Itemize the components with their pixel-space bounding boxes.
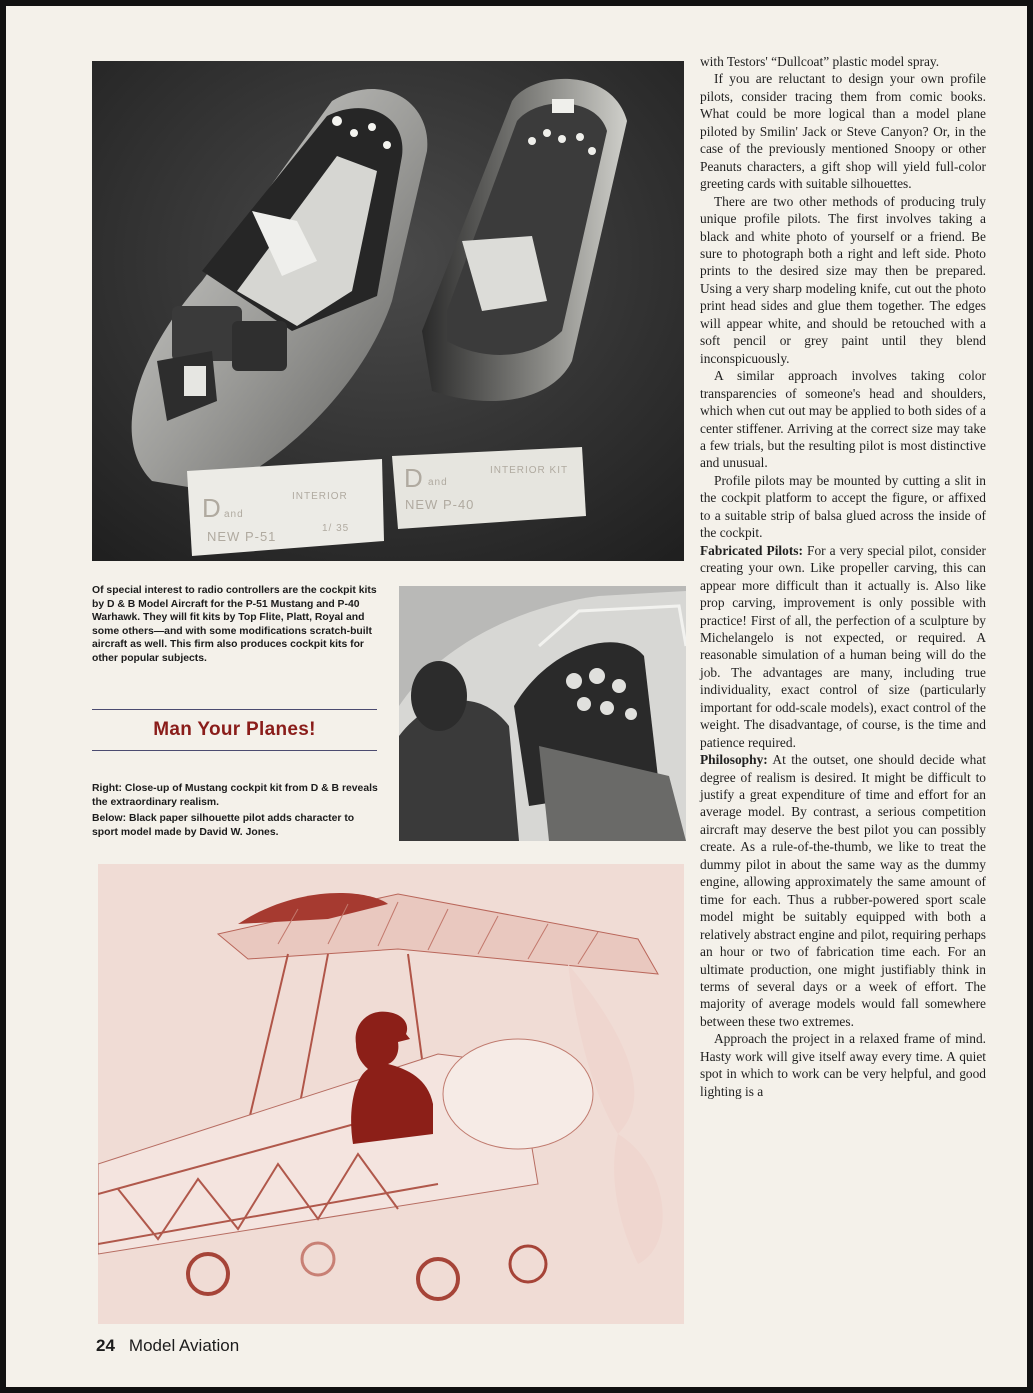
subhead-fabricated-pilots: Fabricated Pilots: [700,542,803,558]
magazine-page [6,6,1027,1387]
magazine-name: Model Aviation [128,1336,240,1355]
photo-caption: Of special interest to radio controllers are the cockpit kits by D & B Model Aircraft for the P-51 Mustang and P-40 Warhawk. They will fit kits by Top Flite, Platt, Royal and some others—and with some modifications scratch-built aircraft as well. This firm also produces cockpit kits for other popular subjects. [92,585,377,664]
paragraph-text: For a very special pilot, consider creating your own. Like propeller carving, this can appear more difficult than it actually is. Also like prop carving, improvement is only possible with practice! First of all, the perfection of a sculpture by Michelangelo is not expected, or required. A reasonable simulation of a human being will do the job. The advantages are many, including true individuality, exact control of size (particularly important for odd-scale models), exact control of the weight. The disadvantage, of course, is the time and patience required. [700,542,986,750]
paragraph-text: At the outset, one should decide what degree of realism is desired. It might be difficult to justify a great expenditure of time and effort for an average model. By contrast, a serious competition aircraft may deserve the best pilot you can possibly create. As a rule-of-the-thumb, we like to treat the dummy pilot in about the same way as the dummy engine, allowing approximately the same amount of time for each. Thus a rubber-powered sport scale model might be suitably equipped with both a relatively abstract engine and pilot, requiring perhaps an hour or two of fabrication time each. For an ultimate production, one might justifiably think in terms of several days or a week of effort. The majority of average models would fall somewhere between these two extremes. [700,752,986,1029]
page-number: 24 [96,1336,115,1355]
section-headline: Man Your Planes! [153,719,316,740]
kit-label-kit: INTERIOR [292,491,348,502]
photo-caption-below: Below: Black paper silhouette pilot adds character to sport model made by David W. Jones. [92,813,355,838]
article-paragraph: Profile pilots may be mounted by cutting a slit in the cockpit platform to accept the figure, or affixed to a suitable strip of balsa glued across the inside of the cockpit. [700,472,986,541]
article-paragraph [700,542,986,751]
cockpit-kits-photo [92,61,684,561]
kit-label-and: and [224,509,244,520]
article-paragraph: There are two other methods of producing truly unique profile pilots. The first involves taking a black and white photo of yourself or a friend. Be sure to photograph both a right and left side. Photo prints to the desired size may then be prepared. Using a very sharp modeling knife, cut out the photo print head sides and glue them together. The edges will appear white, and should be retouched with a soft pencil or grey paint until they blend inconspicuously. [700,193,986,366]
article-paragraph: A similar approach involves taking color transparencies of someone's head and shoulders, which when cut out may be applied to both sides of a center stiffener. Arriving at the correct size may take a few trials, but the resulting pilot is most distinctive and unusual. [700,368,986,471]
kit-label-model: NEW P-40 [405,497,475,512]
kit-label-extra: 1/ 35 [322,523,350,534]
photo-caption-right: Right: Close-up of Mustang cockpit kit from D & B reveals the extraordinary realism. [92,783,378,808]
kit-label-brand: D [202,493,222,523]
article-paragraph [700,751,986,1030]
page-footer [96,1336,239,1356]
subhead-philosophy: Philosophy: [700,752,768,768]
kit-label-model: NEW P-51 [207,529,277,544]
kit-label-kit: INTERIOR KIT [490,465,569,476]
mustang-cockpit-photo [399,586,686,841]
article-paragraph: Approach the project in a relaxed frame of mind. Hasty work will give itself away every time. A quiet spot in which to work can be very helpful, and good lighting is a [700,1031,986,1099]
biplane-silhouette-pilot-photo [98,864,684,1324]
kit-label-and: and [428,477,448,488]
section-headline-box [92,709,377,751]
article-column [700,53,986,1100]
article-paragraph: If you are reluctant to design your own profile pilots, consider tracing them from comic books. What could be more logical than a model plane piloted by Smilin' Jack or Steve Canyon? Or, in the case of the previously mentioned Snoopy or other Peanuts characters, a gift shop will yield full-color greeting cards with suitable silhouettes. [700,71,986,192]
kit-label-brand: D [404,463,424,493]
article-paragraph: with Testors' “Dullcoat” plastic model spray. [700,54,940,69]
